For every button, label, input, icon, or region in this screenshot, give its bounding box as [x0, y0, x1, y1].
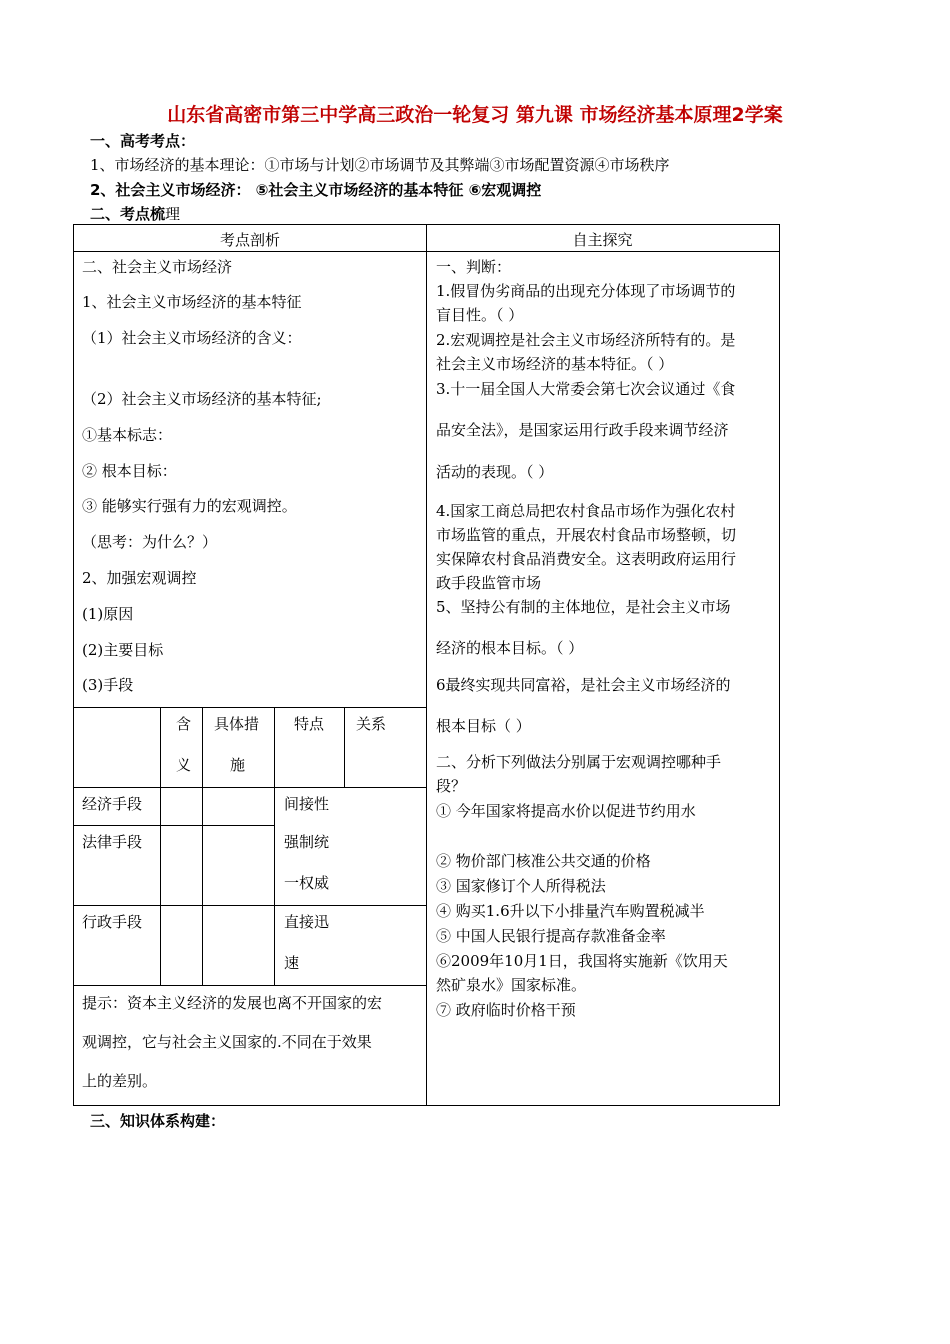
- right-line: 二、分析下列做法分别属于宏观调控哪种手: [436, 753, 722, 771]
- section-heading-2: [90, 203, 180, 224]
- left-line: 1、社会主义市场经济的基本特征: [82, 293, 302, 311]
- inner-header-features: 特点: [294, 715, 325, 733]
- right-line: 6最终实现共同富裕，是社会主义市场经济的: [436, 676, 731, 694]
- right-line: 1.假冒伪劣商品的出现充分体现了市场调节的: [436, 282, 736, 300]
- right-line: 盲目性。（ ）: [436, 306, 524, 324]
- hint-line: 上的差别。: [82, 1072, 158, 1090]
- left-line: （2）社会主义市场经济的基本特征;: [82, 390, 322, 408]
- section-heading-2-main: 二、考点梳: [90, 205, 166, 223]
- page-title: 山东省高密市第三中学高三政治一轮复习 第九课 市场经济基本原理2学案: [167, 104, 783, 126]
- method-administrative: 行政手段: [82, 913, 143, 931]
- right-line: 市场监管的重点，开展农村食品市场整顿，切: [436, 526, 737, 544]
- feature-economic: 间接性: [284, 795, 330, 813]
- right-line: 品安全法》，是国家运用行政手段来调节经济: [436, 421, 729, 439]
- left-line: (1)原因: [82, 605, 134, 623]
- feature-administrative-2: 速: [284, 954, 300, 972]
- right-line: 2.宏观调控是社会主义市场经济所特有的。是: [436, 331, 736, 349]
- right-line: 活动的表现。（ ）: [436, 463, 554, 481]
- inner-header-meaning-1: 含: [176, 715, 192, 733]
- left-line: (2)主要目标: [82, 641, 164, 659]
- left-line: （思考：为什么？）: [82, 533, 218, 551]
- column-header-analysis: 考点剖析: [219, 231, 280, 249]
- hint-line: 提示：资本主义经济的发展也离不开国家的宏: [82, 994, 383, 1012]
- right-line: 根本目标（ ）: [436, 717, 531, 735]
- right-line: 一、判断：: [436, 258, 512, 276]
- left-line: ①基本标志：: [82, 426, 173, 444]
- right-line: 5、坚持公有制的主体地位，是社会主义市场: [436, 598, 731, 616]
- right-line: 社会主义市场经济的基本特征。（ ）: [436, 355, 674, 373]
- exam-point-1: 1、市场经济的基本理论：①市场与计划②市场调节及其弊端③市场配置资源④市场秩序: [90, 156, 670, 174]
- right-line: ④ 购买1.6升以下小排量汽车购置税减半: [436, 902, 705, 920]
- right-line: ③ 国家修订个人所得税法: [436, 877, 606, 895]
- right-line: ① 今年国家将提高水价以促进节约用水: [436, 802, 696, 820]
- method-economic: 经济手段: [82, 795, 143, 813]
- right-line: 政手段监管市场: [436, 574, 542, 592]
- right-line: 段？: [436, 777, 467, 795]
- left-line: (3)手段: [82, 676, 134, 694]
- inner-header-measures-1: 具体措: [214, 715, 260, 733]
- right-line: ⑦ 政府临时价格干预: [436, 1001, 576, 1019]
- left-line: 2、加强宏观调控: [82, 569, 197, 587]
- column-header-explore: 自主探究: [572, 231, 633, 249]
- feature-legal-2: 一权威: [284, 874, 330, 892]
- study-table: [73, 224, 780, 1106]
- right-line: ⑥2009年10月1日，我国将实施新《饮用天: [436, 952, 728, 970]
- right-line: 实保障农村食品消费安全。这表明政府运用行: [436, 550, 737, 568]
- hint-line: 观调控，它与社会主义国家的.不同在于效果: [82, 1033, 372, 1051]
- right-line: ⑤ 中国人民银行提高存款准备金率: [436, 927, 666, 945]
- left-line: （1）社会主义市场经济的含义：: [82, 329, 302, 347]
- left-line: 二、社会主义市场经济: [82, 258, 233, 276]
- left-line: ② 根本目标：: [82, 462, 177, 480]
- right-line: 经济的根本目标。（ ）: [436, 639, 584, 657]
- exam-point-2: 2、社会主义市场经济： ⑤社会主义市场经济的基本特征 ⑥宏观调控: [90, 181, 542, 199]
- inner-header-measures-2: 施: [230, 756, 246, 774]
- inner-header-relation: 关系: [356, 715, 387, 733]
- section-heading-1: 一、高考考点：: [90, 132, 196, 150]
- section-heading-2-tail: 理: [165, 205, 181, 223]
- section-heading-3: 三、知识体系构建：: [90, 1112, 226, 1130]
- inner-header-meaning-2: 义: [176, 756, 192, 774]
- right-line: 3.十一届全国人大常委会第七次会议通过《食: [436, 380, 736, 398]
- right-line: 然矿泉水》国家标准。: [436, 976, 587, 994]
- method-legal: 法律手段: [82, 833, 143, 851]
- feature-legal-1: 强制统: [284, 833, 330, 851]
- right-line: ② 物价部门核准公共交通的价格: [436, 852, 651, 870]
- left-line: ③ 能够实行强有力的宏观调控。: [82, 497, 297, 515]
- right-line: 4.国家工商总局把农村食品市场作为强化农村: [436, 502, 736, 520]
- feature-administrative-1: 直接迅: [284, 913, 330, 931]
